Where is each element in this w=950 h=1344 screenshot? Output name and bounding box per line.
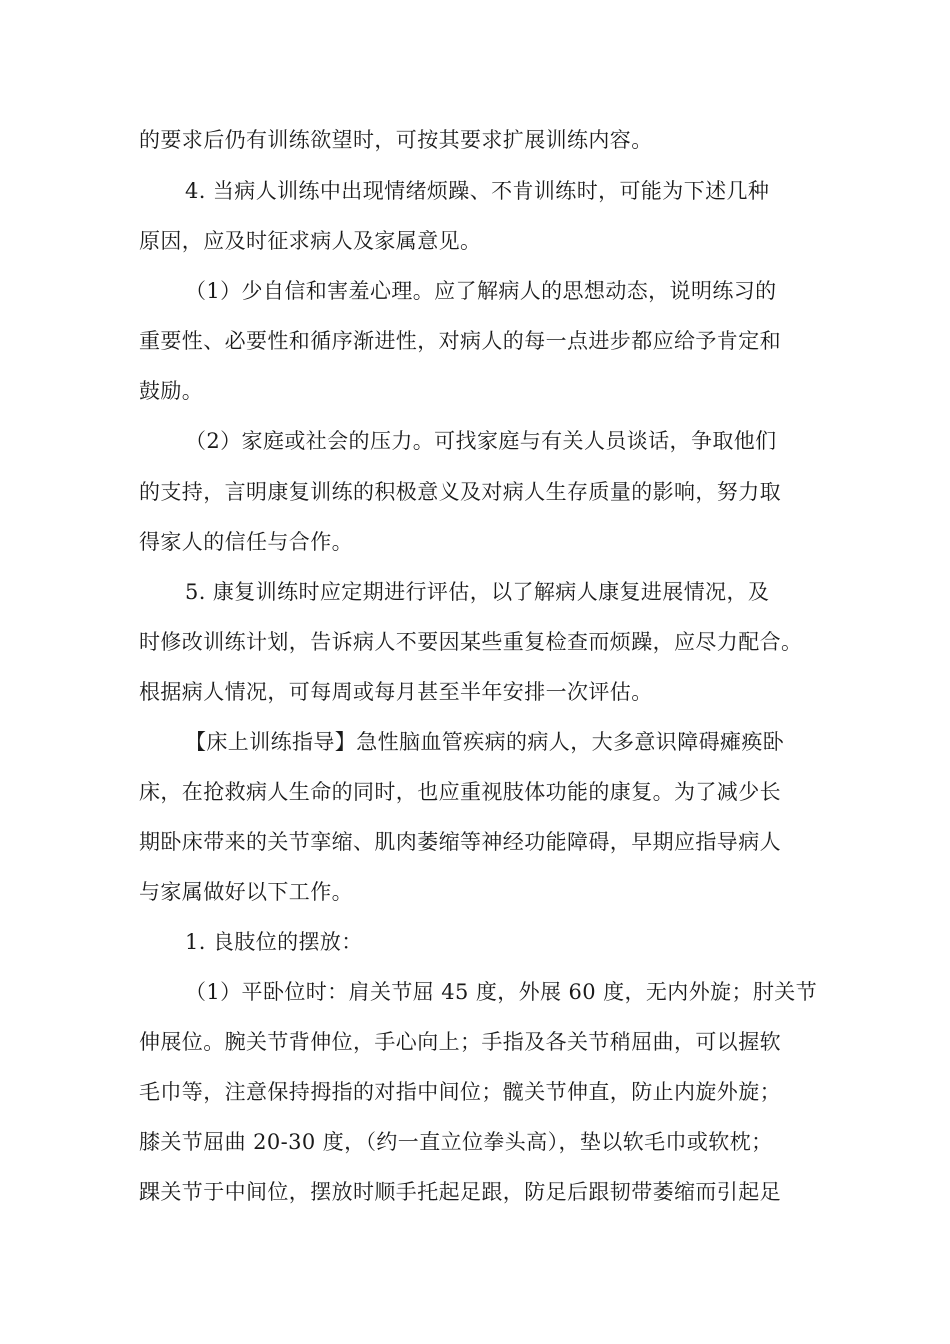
text-line: 伸展位。腕关节背伸位，手心向上；手指及各关节稍屈曲，可以握软 (139, 1030, 781, 1054)
text-line: （1）少自信和害羞心理。应了解病人的思想动态，说明练习的 (185, 279, 777, 303)
text-line: 原因，应及时征求病人及家属意见。 (139, 229, 482, 253)
text-line: 毛巾等，注意保持拇指的对指中间位；髋关节伸直，防止内旋外旋； (139, 1080, 781, 1104)
text-line: （1）平卧位时：肩关节屈 45 度，外展 60 度，无内外旋；肘关节 (185, 980, 818, 1004)
text-line: 与家属做好以下工作。 (139, 880, 353, 904)
text-line: 的要求后仍有训练欲望时，可按其要求扩展训练内容。 (139, 128, 653, 152)
text-line: 的支持，言明康复训练的积极意义及对病人生存质量的影响，努力取 (139, 480, 781, 504)
text-line: 根据病人情况，可每周或每月甚至半年安排一次评估。 (139, 680, 653, 704)
text-line: 期卧床带来的关节挛缩、肌肉萎缩等神经功能障碍，早期应指导病人 (139, 830, 781, 854)
text-line: 时修改训练计划，告诉病人不要因某些重复检查而烦躁，应尽力配合。 (139, 630, 803, 654)
text-line: 鼓励。 (139, 379, 204, 403)
text-line: （2）家庭或社会的压力。可找家庭与有关人员谈话，争取他们 (185, 429, 777, 453)
text-line: 1. 良肢位的摆放： (185, 930, 363, 954)
text-line: 膝关节屈曲 20-30 度，（约一直立位拳头高），垫以软毛巾或软枕； (139, 1130, 773, 1154)
text-line: 【床上训练指导】急性脑血管疾病的病人，大多意识障碍瘫痪卧 (185, 730, 785, 754)
text-line: 得家人的信任与合作。 (139, 530, 353, 554)
text-line: 重要性、必要性和循序渐进性，对病人的每一点进步都应给予肯定和 (139, 329, 781, 353)
text-line: 5. 康复训练时应定期进行评估，以了解病人康复进展情况，及 (185, 580, 770, 604)
text-line: 床，在抢救病人生命的同时，也应重视肢体功能的康复。为了减少长 (139, 780, 781, 804)
text-line: 踝关节于中间位，摆放时顺手托起足跟，防足后跟韧带萎缩而引起足 (139, 1180, 781, 1204)
text-line: 4. 当病人训练中出现情绪烦躁、不肯训练时，可能为下述几种 (185, 179, 770, 203)
